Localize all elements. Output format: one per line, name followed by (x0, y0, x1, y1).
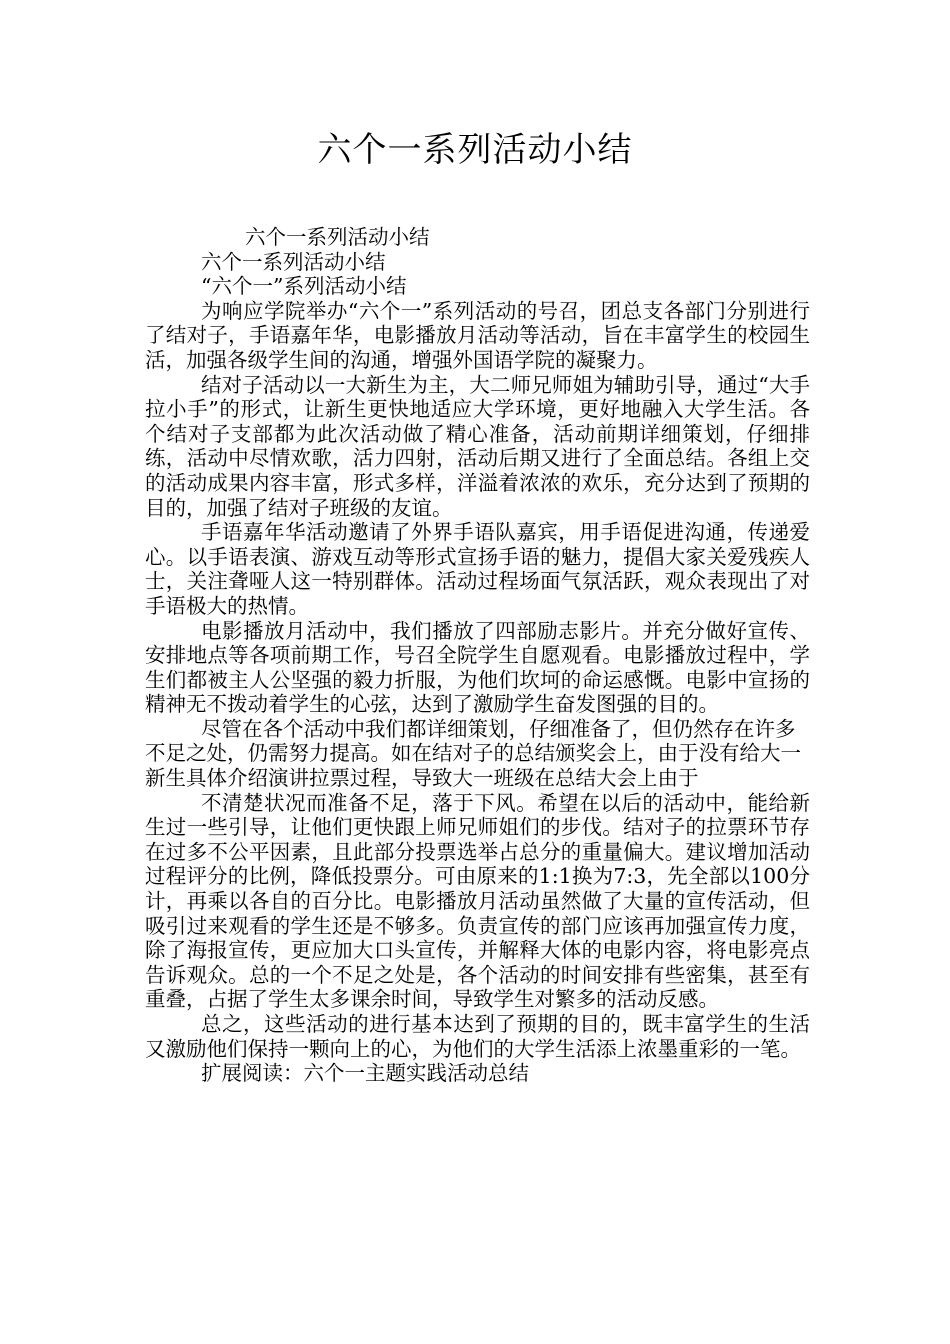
document-title: 六个一系列活动小结 (317, 130, 633, 170)
subtitle-line-1: 六个一系列活动小结 (245, 225, 430, 249)
paragraph-pairing-activity: 结对子活动以一大新生为主，大二师兄师姐为辅助引导，通过“大手拉小手”的形式，让新生更快地适应大学环境，更好地融入大学生活。各个结对子支部都为此次活动做了精心准备，活动前期详细策划，仔细排练，活动中尽情欢歌，活力四射，活动后期又进行了全面总结。各组上交的活动成果内容丰富，形式多样，洋溢着浓浓的欢乐，充分达到了预期的目的，加强了结对子班级的友谊。 (145, 372, 810, 520)
paragraph-conclusion: 总之，这些活动的进行基本达到了预期的目的，既丰富学生的生活又激励他们保持一颗向上的心，为他们的大学生活添上浓墨重彩的一笔。 (145, 1012, 810, 1061)
document-body (145, 225, 810, 1086)
paragraph-shortcomings: 尽管在各个活动中我们都详细策划，仔细准备了，但仍然存在许多不足之处，仍需努力提高。如在结对子的总结颁奖会上，由于没有给大一新生具体介绍演讲拉票过程，导致大一班级在总结大会上由于 (145, 716, 801, 791)
extended-reading-link[interactable]: 扩展阅读：六个一主题实践活动总结 (201, 1061, 529, 1086)
paragraph-sign-language-carnival: 手语嘉年华活动邀请了外界手语队嘉宾，用手语促进沟通，传递爱心。以手语表演、游戏互动等形式宣扬手语的魅力，提倡大家关爱残疾人士，关注聋哑人这一特别群体。活动过程场面气氛活跃，观众表现出了对手语极大的热情。 (145, 520, 810, 618)
paragraph-movie-month: 电影播放月活动中，我们播放了四部励志影片。并充分做好宣传、安排地点等各项前期工作，号召全院学生自愿观看。电影播放过程中，学生们都被主人公坚强的毅力折服，为他们坎坷的命运感慨。电影中宣扬的精神无不拨动着学生的心弦，达到了激励学生奋发图强的目的。 (145, 618, 810, 717)
subtitle-line-3: “六个一”系列活动小结 (201, 274, 407, 299)
subtitle-line-2: 六个一系列活动小结 (201, 249, 386, 274)
paragraph-improvements: 不清楚状况而准备不足，落于下风。希望在以后的活动中，能给新生过一些引导，让他们更快跟上师兄师姐们的步伐。结对子的拉票环节存在过多不公平因素，且此部分投票选举占总分的重量偏大。建议增加活动过程评分的比例，降低投票分。可由原来的1:1换为7:3，先全部以100分计，再乘以各自的百分比。电影播放月活动虽然做了大量的宣传活动，但吸引过来观看的学生还是不够多。负责宣传的部门应该再加强宣传力度，除了海报宣传，更应加大口头宣传，并解释大体的电影内容，将电影亮点告诉观众。总的一个不足之处是，各个活动的时间安排有些密集，甚至有重叠，占据了学生太多课余时间，导致学生对繁多的活动反感。 (145, 790, 810, 1012)
paragraph-intro: 为响应学院举办“六个一”系列活动的号召，团总支各部门分别进行了结对子，手语嘉年华，电影播放月活动等活动，旨在丰富学生的校园生活，加强各级学生间的沟通，增强外国语学院的凝聚力。 (145, 298, 810, 372)
